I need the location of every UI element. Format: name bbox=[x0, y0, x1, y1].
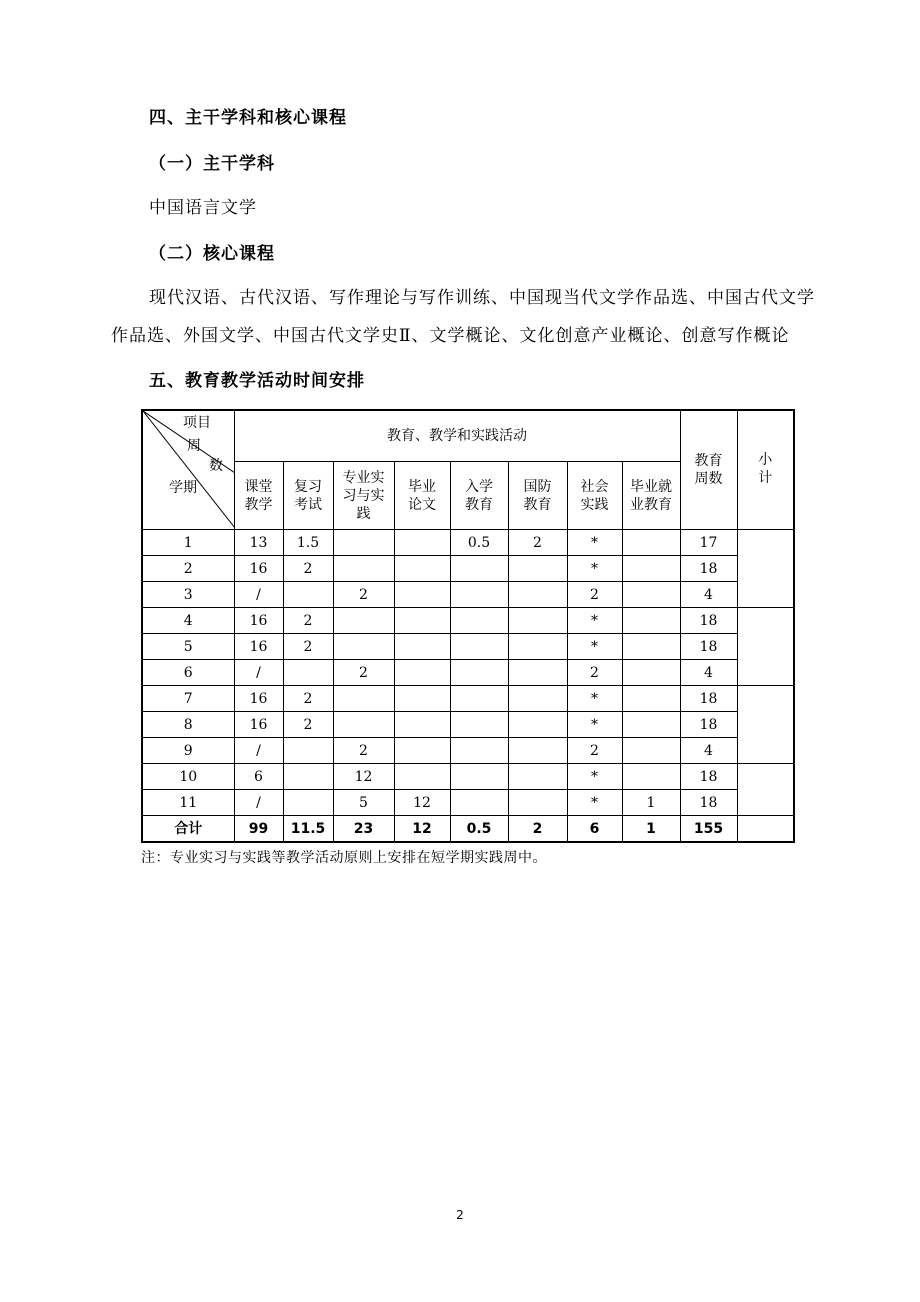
table-cell: * bbox=[567, 530, 622, 556]
table-cell bbox=[508, 608, 567, 634]
table-cell bbox=[283, 738, 333, 764]
table-cell bbox=[508, 660, 567, 686]
table-cell: * bbox=[567, 712, 622, 738]
table-note: 注：专业实习与实践等教学活动原则上安排在短学期实践周中。 bbox=[141, 850, 547, 866]
table-cell: 2 bbox=[283, 634, 333, 660]
table-row bbox=[142, 660, 794, 686]
total-cell: 23 bbox=[333, 816, 394, 843]
corner-label-week-1: 周 bbox=[187, 438, 201, 454]
table-cell bbox=[622, 712, 680, 738]
total-cell: 0.5 bbox=[450, 816, 508, 843]
semester-cell: 8 bbox=[142, 712, 234, 738]
table-row bbox=[142, 738, 794, 764]
table-cell bbox=[394, 556, 450, 582]
table-cell: 2 bbox=[283, 608, 333, 634]
col-header-line: 国防 bbox=[523, 478, 552, 495]
table-row bbox=[142, 530, 794, 556]
table-cell: 2 bbox=[333, 582, 394, 608]
col-header-total-weeks bbox=[680, 410, 737, 530]
table-cell bbox=[622, 582, 680, 608]
table-cell bbox=[450, 712, 508, 738]
table-cell bbox=[333, 556, 394, 582]
table-cell bbox=[394, 634, 450, 660]
col-header bbox=[394, 462, 450, 530]
table-cell: 6 bbox=[234, 764, 283, 790]
table-cell bbox=[508, 634, 567, 660]
table-cell: 1.5 bbox=[283, 530, 333, 556]
col-header bbox=[622, 462, 680, 530]
table-cell bbox=[508, 556, 567, 582]
col-header-line: 业教育 bbox=[630, 496, 672, 513]
semester-cell: 11 bbox=[142, 790, 234, 816]
total-row bbox=[142, 816, 794, 843]
table-cell: * bbox=[567, 608, 622, 634]
table-cell bbox=[394, 530, 450, 556]
table-cell: 12 bbox=[333, 764, 394, 790]
major-subject-text: 中国语言文学 bbox=[149, 198, 257, 218]
table-cell: 18 bbox=[680, 634, 737, 660]
corner-label-item: 项目 bbox=[183, 415, 211, 431]
table-row bbox=[142, 686, 794, 712]
table-cell bbox=[283, 660, 333, 686]
section-heading-5: 五、教育教学活动时间安排 bbox=[149, 371, 365, 391]
total-label: 合计 bbox=[142, 816, 234, 843]
table-cell: 2 bbox=[283, 556, 333, 582]
subtotal-cell bbox=[737, 608, 794, 686]
table-cell bbox=[333, 634, 394, 660]
semester-cell: 10 bbox=[142, 764, 234, 790]
table-row bbox=[142, 634, 794, 660]
col-header-line: 周数 bbox=[694, 471, 723, 487]
table-cell bbox=[622, 608, 680, 634]
total-cell: 1 bbox=[622, 816, 680, 843]
table-cell: 18 bbox=[680, 556, 737, 582]
col-header-line: 教育 bbox=[465, 496, 493, 513]
table-cell: * bbox=[567, 686, 622, 712]
table-cell bbox=[394, 712, 450, 738]
col-header-line: 课堂 bbox=[244, 478, 273, 495]
table-cell: 4 bbox=[680, 660, 737, 686]
table-row bbox=[142, 712, 794, 738]
table-cell: 2 bbox=[333, 660, 394, 686]
subheading-core-courses: （二）核心课程 bbox=[149, 244, 275, 264]
total-cell: 11.5 bbox=[283, 816, 333, 843]
corner-label-semester: 学期 bbox=[169, 480, 197, 496]
table-row bbox=[142, 608, 794, 634]
total-cell: 6 bbox=[567, 816, 622, 843]
table-cell: / bbox=[234, 738, 283, 764]
semester-cell: 5 bbox=[142, 634, 234, 660]
table-cell: 18 bbox=[680, 790, 737, 816]
table-cell: * bbox=[567, 634, 622, 660]
col-header-line: 计 bbox=[758, 470, 773, 486]
col-header-line: 教育 bbox=[694, 453, 723, 469]
col-header-line: 专业实 bbox=[342, 469, 385, 486]
table-cell: 13 bbox=[234, 530, 283, 556]
table-cell bbox=[450, 790, 508, 816]
table-cell bbox=[508, 712, 567, 738]
table-cell bbox=[508, 582, 567, 608]
semester-cell: 4 bbox=[142, 608, 234, 634]
table-cell: 2 bbox=[567, 738, 622, 764]
table-row bbox=[142, 790, 794, 816]
table-cell: 1 bbox=[622, 790, 680, 816]
total-cell: 155 bbox=[680, 816, 737, 843]
table-cell: 2 bbox=[567, 582, 622, 608]
table-cell: 18 bbox=[680, 712, 737, 738]
table-cell: 2 bbox=[567, 660, 622, 686]
table-cell bbox=[622, 530, 680, 556]
table-cell: 18 bbox=[680, 764, 737, 790]
core-courses-line-1: 现代汉语、古代汉语、写作理论与写作训练、中国现当代文学作品选、中国古代文学 bbox=[149, 288, 815, 308]
table-cell: 18 bbox=[680, 686, 737, 712]
table-cell bbox=[508, 738, 567, 764]
col-header-line: 社会 bbox=[580, 478, 609, 495]
table-cell bbox=[508, 790, 567, 816]
semester-cell: 6 bbox=[142, 660, 234, 686]
table-cell bbox=[450, 608, 508, 634]
corner-label-week-2: 数 bbox=[209, 458, 223, 474]
table-cell: 4 bbox=[680, 582, 737, 608]
table-cell bbox=[394, 764, 450, 790]
col-header bbox=[333, 462, 394, 530]
col-header-line: 教学 bbox=[244, 496, 273, 513]
table-cell bbox=[394, 582, 450, 608]
schedule-table bbox=[141, 409, 795, 843]
col-header-line: 毕业就 bbox=[630, 478, 672, 495]
col-header-line: 习与实 bbox=[342, 487, 385, 504]
col-header-line: 小 bbox=[758, 452, 773, 468]
col-header-line: 实践 bbox=[580, 496, 609, 513]
table-cell bbox=[333, 530, 394, 556]
total-cell: 99 bbox=[234, 816, 283, 843]
table-cell bbox=[622, 556, 680, 582]
table-row bbox=[142, 556, 794, 582]
table-cell: 16 bbox=[234, 634, 283, 660]
table-cell bbox=[508, 686, 567, 712]
table-cell: 2 bbox=[508, 530, 567, 556]
table-cell bbox=[333, 686, 394, 712]
table-cell: 18 bbox=[680, 608, 737, 634]
table-cell bbox=[622, 764, 680, 790]
table-row bbox=[142, 582, 794, 608]
table-cell: 16 bbox=[234, 686, 283, 712]
col-header-line: 论文 bbox=[408, 496, 436, 513]
table-row bbox=[142, 764, 794, 790]
schedule-body bbox=[142, 530, 794, 816]
total-cell: 2 bbox=[508, 816, 567, 843]
page-number: 2 bbox=[456, 1208, 464, 1222]
table-cell bbox=[394, 738, 450, 764]
table-cell bbox=[622, 660, 680, 686]
core-courses-line-2: 作品选、外国文学、中国古代文学史Ⅱ、文学概论、文化创意产业概论、创意写作概论 bbox=[111, 326, 790, 346]
table-cell bbox=[450, 686, 508, 712]
table-cell bbox=[283, 582, 333, 608]
table-cell bbox=[622, 738, 680, 764]
table-cell bbox=[283, 790, 333, 816]
semester-cell: 9 bbox=[142, 738, 234, 764]
table-cell bbox=[450, 582, 508, 608]
table-cell: 4 bbox=[680, 738, 737, 764]
col-header-line: 践 bbox=[356, 505, 371, 522]
table-cell: 2 bbox=[283, 712, 333, 738]
col-header bbox=[508, 462, 567, 530]
subtotal-cell bbox=[737, 686, 794, 764]
subtotal-cell bbox=[737, 530, 794, 608]
table-cell: 16 bbox=[234, 712, 283, 738]
table-cell bbox=[394, 660, 450, 686]
subheading-major-subject: （一）主干学科 bbox=[149, 154, 275, 174]
table-cell bbox=[450, 660, 508, 686]
semester-cell: 2 bbox=[142, 556, 234, 582]
semester-cell: 1 bbox=[142, 530, 234, 556]
col-header-line: 毕业 bbox=[408, 478, 436, 495]
section-heading-4: 四、主干学科和核心课程 bbox=[149, 108, 347, 128]
table-cell bbox=[622, 634, 680, 660]
table-cell bbox=[450, 634, 508, 660]
table-cell bbox=[333, 608, 394, 634]
table-cell: 0.5 bbox=[450, 530, 508, 556]
col-header-line: 教育 bbox=[523, 496, 552, 513]
col-header bbox=[450, 462, 508, 530]
table-corner-header bbox=[142, 410, 234, 530]
table-cell bbox=[394, 686, 450, 712]
table-cell: / bbox=[234, 660, 283, 686]
semester-cell: 7 bbox=[142, 686, 234, 712]
table-cell: 16 bbox=[234, 608, 283, 634]
table-cell: 5 bbox=[333, 790, 394, 816]
table-cell: * bbox=[567, 790, 622, 816]
table-cell: * bbox=[567, 556, 622, 582]
col-header bbox=[234, 462, 283, 530]
col-header-line: 复习 bbox=[294, 478, 322, 495]
table-cell bbox=[450, 764, 508, 790]
col-header bbox=[567, 462, 622, 530]
table-cell bbox=[622, 686, 680, 712]
col-header bbox=[283, 462, 333, 530]
table-cell: 12 bbox=[394, 790, 450, 816]
table-cell: / bbox=[234, 582, 283, 608]
group-header: 教育、教学和实践活动 bbox=[234, 410, 680, 462]
table-cell bbox=[394, 608, 450, 634]
table-cell bbox=[450, 556, 508, 582]
table-cell: 16 bbox=[234, 556, 283, 582]
semester-cell: 3 bbox=[142, 582, 234, 608]
col-header-line: 入学 bbox=[465, 478, 493, 495]
table-cell bbox=[450, 738, 508, 764]
table-cell: / bbox=[234, 790, 283, 816]
table-cell bbox=[283, 764, 333, 790]
table-cell: 17 bbox=[680, 530, 737, 556]
table-cell bbox=[333, 712, 394, 738]
table-cell: 2 bbox=[333, 738, 394, 764]
table-cell: 2 bbox=[283, 686, 333, 712]
total-cell: 12 bbox=[394, 816, 450, 843]
col-header-line: 考试 bbox=[294, 496, 322, 513]
col-header-subtotal bbox=[737, 410, 794, 530]
total-subtotal-cell bbox=[737, 816, 794, 843]
table-cell bbox=[508, 764, 567, 790]
subtotal-cell bbox=[737, 764, 794, 816]
table-cell: * bbox=[567, 764, 622, 790]
